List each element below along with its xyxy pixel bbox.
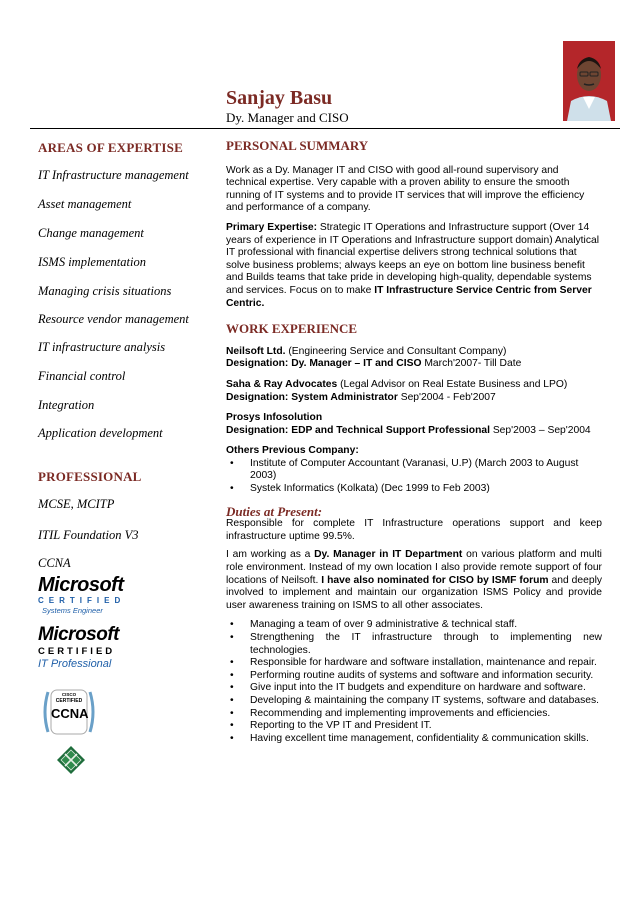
duty-item: • Give input into the IT budgets and expenditure on hardware and software. <box>250 682 602 695</box>
previous-company-item: • Systek Informatics (Kolkata) (Dec 1999 to Feb 2003) <box>250 483 602 496</box>
duty-item: • Managing a team of over 9 administrative & technical staff. <box>250 619 602 632</box>
duty-item: • Responsible for hardware and software installation, maintenance and repair. <box>250 657 602 670</box>
duty-item: • Strengthening the IT infrastructure through to implementing new technologies. <box>250 632 602 657</box>
candidate-title: Dy. Manager and CISO <box>226 110 349 125</box>
expertise-item: IT infrastructure analysis <box>38 340 166 354</box>
job-entry <box>226 379 602 404</box>
duties-heading: Duties at Present: <box>226 503 323 519</box>
duties-ciso-bold: I have also nominated for CISO by ISMF forum <box>321 574 549 586</box>
job-dates: March'2007- Till Date <box>421 358 522 370</box>
main-content <box>226 140 602 745</box>
duty-item: • Performing routine audits of systems and software and information security. <box>250 670 602 683</box>
duties-role-paragraph <box>226 549 602 612</box>
job-company: Neilsoft Ltd. <box>226 345 286 357</box>
certification-item: CCNA <box>38 556 71 570</box>
summary-paragraph: Work as a Dy. Manager IT and CISO with good all-round supervisory and technical expertise. Very capable with a proven ability to ensure the smooth running of IT systems and to provide IT services that will improve the efficiency and performance of a company. <box>226 164 585 214</box>
duties-text: and deeply involved to implement and maintain our organization ISMS Policy and provide user awareness training on ISMS to all other associates. <box>226 574 603 611</box>
expertise-item: Managing crisis situations <box>38 284 172 298</box>
primary-expertise-text: Strategic IT Operations and Infrastructure support (Over 14 years of experience in IT Operations and Infrastructure support domain) Analytical IT professional with financial expertise delivers strong technical solutions that solve business problems; always keeps an eye on bottom line business benefit and Builds teams that take pride in developing high-quality, dependable systems and services. Focus on to make <box>226 221 599 296</box>
expertise-item: Resource vendor management <box>38 312 189 326</box>
job-entry <box>226 412 602 437</box>
personal-summary-heading: PERSONAL SUMMARY <box>226 138 369 153</box>
ccna-badge-logo: CISCO CERTIFIED CCNA <box>40 686 98 738</box>
candidate-name: Sanjay Basu <box>226 87 333 109</box>
duties-role-bold: Dy. Manager in IT Department <box>314 549 463 561</box>
duties-paragraph: Responsible for complete IT Infrastructure operations support and keep infrastructure uptime 99.5%. <box>226 518 602 542</box>
job-designation: Designation: System Administrator <box>226 391 398 403</box>
job-designation: Designation: Dy. Manager – IT and CISO <box>226 358 422 370</box>
certification-item: MCSE, MCITP <box>38 497 115 511</box>
duty-item: • Developing & maintaining the company IT systems, software and databases. <box>250 695 602 708</box>
expertise-item: Application development <box>38 426 163 440</box>
expertise-item: ISMS implementation <box>38 255 146 269</box>
duty-item: • Reporting to the VP IT and President IT. <box>250 720 602 733</box>
job-company: Saha & Ray Advocates <box>226 378 338 390</box>
job-company: Prosys Infosolution <box>226 412 323 424</box>
others-previous-company <box>226 445 602 495</box>
expertise-item: Change management <box>38 226 144 240</box>
expertise-item: Financial control <box>38 369 126 383</box>
microsoft-it-professional-logo: Microsoft CERTIFIED IT Professional <box>38 624 119 670</box>
expertise-item: Integration <box>38 398 95 412</box>
previous-company-item: • Institute of Computer Accountant (Varanasi, U.P) (March 2003 to August 2003) <box>250 458 602 483</box>
job-dates: Sep'2003 – Sep'2004 <box>489 424 591 436</box>
duties-list <box>226 619 602 745</box>
primary-expertise-label: Primary Expertise: <box>226 221 318 233</box>
primary-expertise-paragraph <box>226 222 602 310</box>
header-divider <box>30 128 620 129</box>
expertise-heading: AREAS OF EXPERTISE <box>38 140 183 155</box>
certification-item: ITIL Foundation V3 <box>38 528 139 542</box>
professional-heading: PROFESSIONAL <box>38 469 142 484</box>
itil-emblem-logo <box>56 745 86 775</box>
job-entry <box>226 346 602 371</box>
job-company-desc: (Legal Advisor on Real Estate Business and LPO) <box>337 378 568 390</box>
others-heading: Others Previous Company: <box>226 445 359 457</box>
work-experience-heading: WORK EXPERIENCE <box>226 321 358 337</box>
duty-item: • Having excellent time management, confidentiality & communication skills. <box>250 733 602 746</box>
job-dates: Sep'2004 - Feb'2007 <box>397 391 496 403</box>
microsoft-systems-engineer-logo: Microsoft CERTIFIED Systems Engineer <box>38 574 126 615</box>
primary-expertise-focus: IT Infrastructure Service Centric from Server Centric. <box>226 284 592 309</box>
job-designation: Designation: EDP and Technical Support Professional <box>226 424 490 436</box>
profile-photo <box>563 41 615 121</box>
job-company-desc: (Engineering Service and Consultant Company) <box>285 345 507 357</box>
duty-item: • Recommending and implementing improvements and efficiencies. <box>250 708 602 721</box>
expertise-item: Asset management <box>38 197 132 211</box>
expertise-item: IT Infrastructure management <box>38 168 189 182</box>
duties-text: on various platform and multi role environment. Instead of my own location I also provide remote support of four locations of Neilsoft. <box>226 549 602 586</box>
duties-text: I am working as a <box>226 549 315 561</box>
